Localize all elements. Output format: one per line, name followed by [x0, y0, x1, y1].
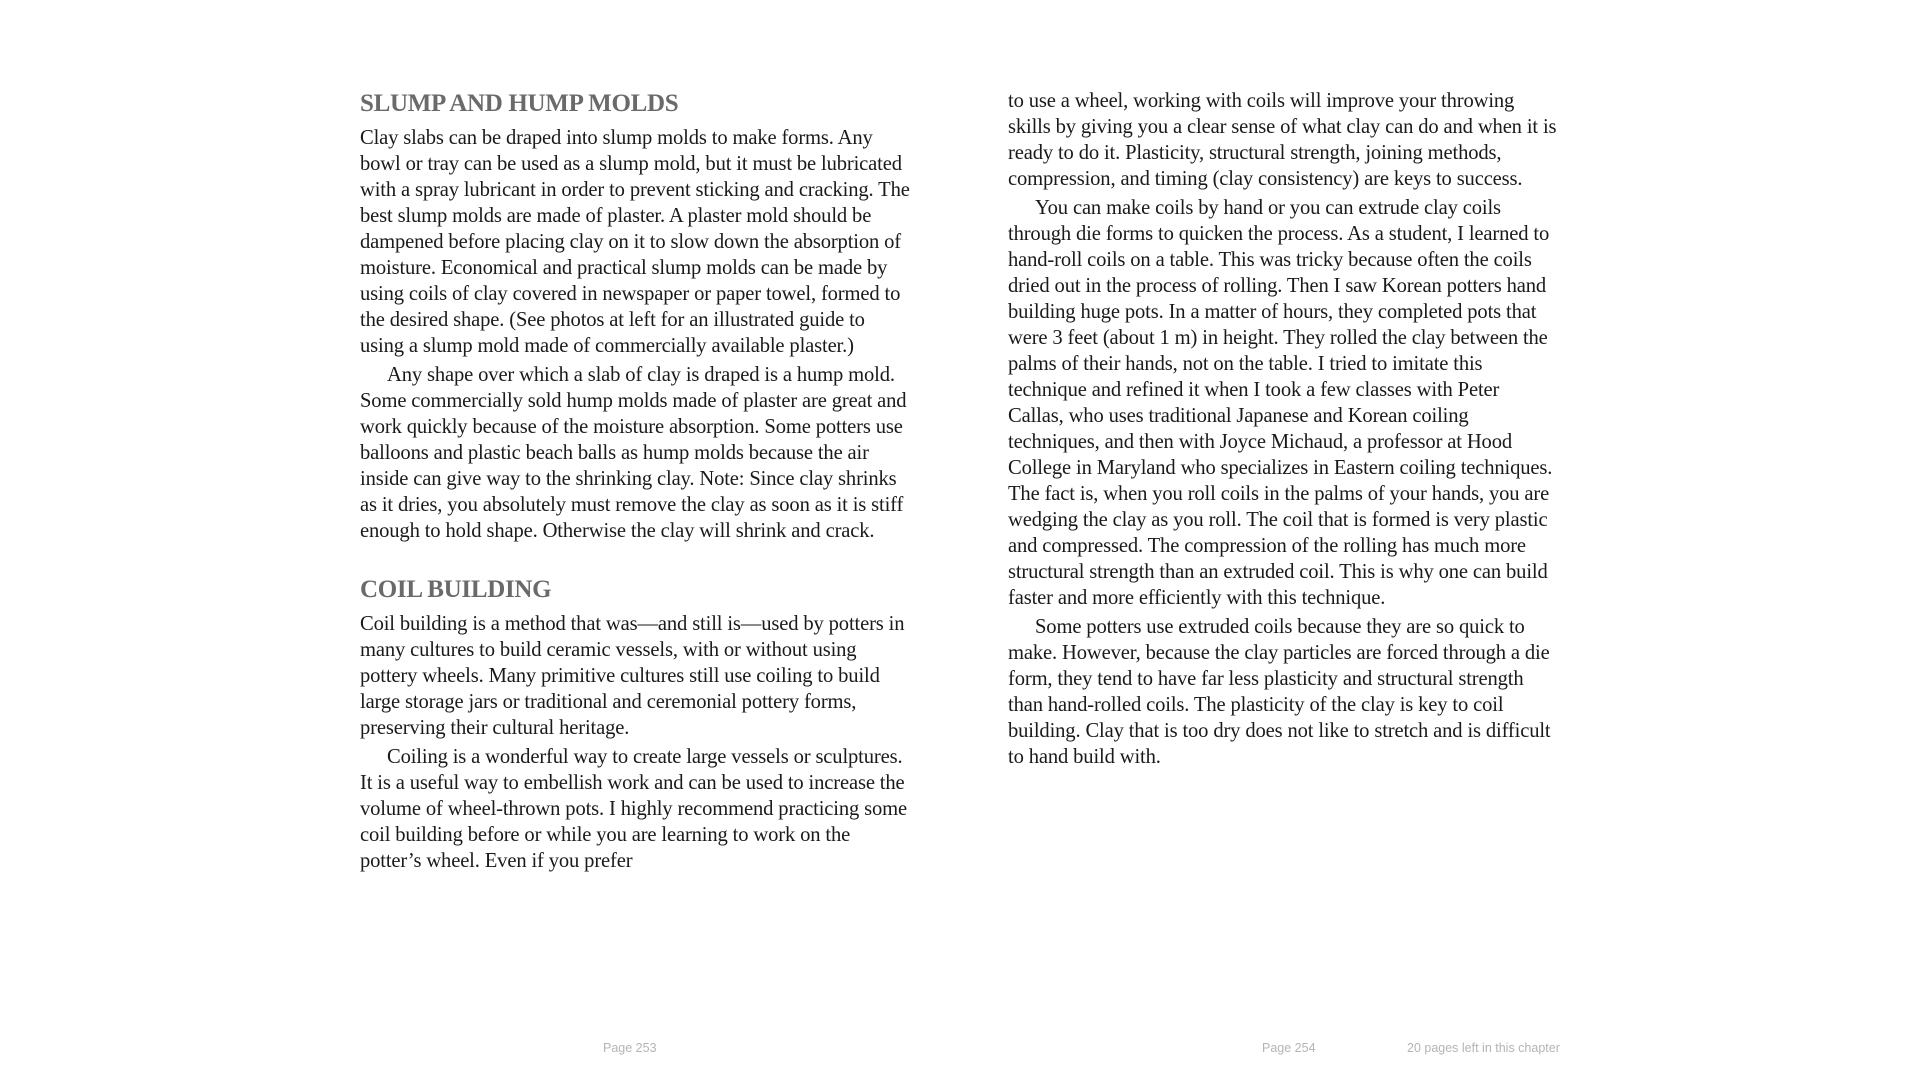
right-page — [1008, 88, 1558, 773]
section-heading-slump-hump-molds: SLUMP AND HUMP MOLDS — [360, 90, 679, 117]
paragraph-extruded-coils: Some potters use extruded coils because they are so quick to make. However, because the clay particles are forced through a die form, they tend to have far less plasticity and structural strength than hand-rolled coils. The plasticity of the clay is key to coil building. Clay that is too dry does not like to stretch and is difficult to hand build with. — [1008, 616, 1551, 768]
page-number-right: Page 254 — [1262, 1041, 1316, 1055]
paragraph-hump-molds: Any shape over which a slab of clay is draped is a hump mold. Some commercially sold hump molds made of plaster are great and work quickly because of the moisture absorption. Some potters use balloons and plastic beach balls as hump molds because the air inside can give way to the shrinking clay. Note: Since clay shrinks as it dries, you absolutely must remove the clay as soon as it is stiff enough to hold shape. Otherwise the clay will shrink and crack. — [360, 364, 907, 542]
paragraph-coiling-wonderful: Coiling is a wonderful way to create large vessels or sculptures. It is a useful way to embellish work and can be used to increase the volume of wheel-thrown pots. I highly recommend practicing some coil building before or while you are learning to work on the potter’s wheel. Even if you prefer — [360, 746, 908, 872]
paragraph-making-coils: You can make coils by hand or you can extrude clay coils through die forms to quicken the process. As a student, I learned to hand-roll coils on a table. This was tricky because often the coils dried out in the process of rolling. Then I saw Korean potters hand building huge pots. In a matter of hours, they completed pots that were 3 feet (about 1 m) in height. They rolled the clay between the palms of their hands, not on the table. I tried to imitate this technique and refined it when I took a few classes with Peter Callas, who uses traditional Japanese and Korean coiling techniques, and then with Joyce Michaud, a professor at Hood College in Maryland who specializes in Eastern coiling techniques. The fact is, when you roll coils in the palms of your hands, you are wedging the clay as you roll. The coil that is formed is very plastic and compressed. The compression of the rolling has much more structural strength than an extruded coil. This is why one can build faster and more efficiently with this technique. — [1008, 197, 1553, 609]
paragraph-continued: to use a wheel, working with coils will improve your throwing skills by giving you a clear sense of what clay can do and when it is ready to do it. Plasticity, structural strength, joining methods, compression, and timing (clay consistency) are keys to success. — [1008, 90, 1557, 190]
page-number-left: Page 253 — [603, 1041, 657, 1055]
pages-left-in-chapter: 20 pages left in this chapter — [1407, 1041, 1560, 1055]
paragraph-slump-molds: Clay slabs can be draped into slump molds to make forms. Any bowl or tray can be used as a slump mold, but it must be lubricated with a spray lubricant in order to prevent sticking and cracking. The best slump molds are made of plaster. A plaster mold should be dampened before placing clay on it to slow down the absorption of moisture. Economical and practical slump molds can be made by using coils of clay covered in newspaper or paper towel, formed to the desired shape. (See photos at left for an illustrated guide to using a slump mold made of commercially available plaster.) — [360, 127, 910, 357]
section-heading-coil-building: COIL BUILDING — [360, 576, 552, 603]
left-page — [360, 88, 910, 877]
paragraph-coil-building-intro: Coil building is a method that was—and still is—used by potters in many cultures to build ceramic vessels, with or without using pottery wheels. Many primitive cultures still use coiling to build large storage jars or traditional and ceremonial pottery forms, preserving their cultural heritage. — [360, 613, 905, 739]
